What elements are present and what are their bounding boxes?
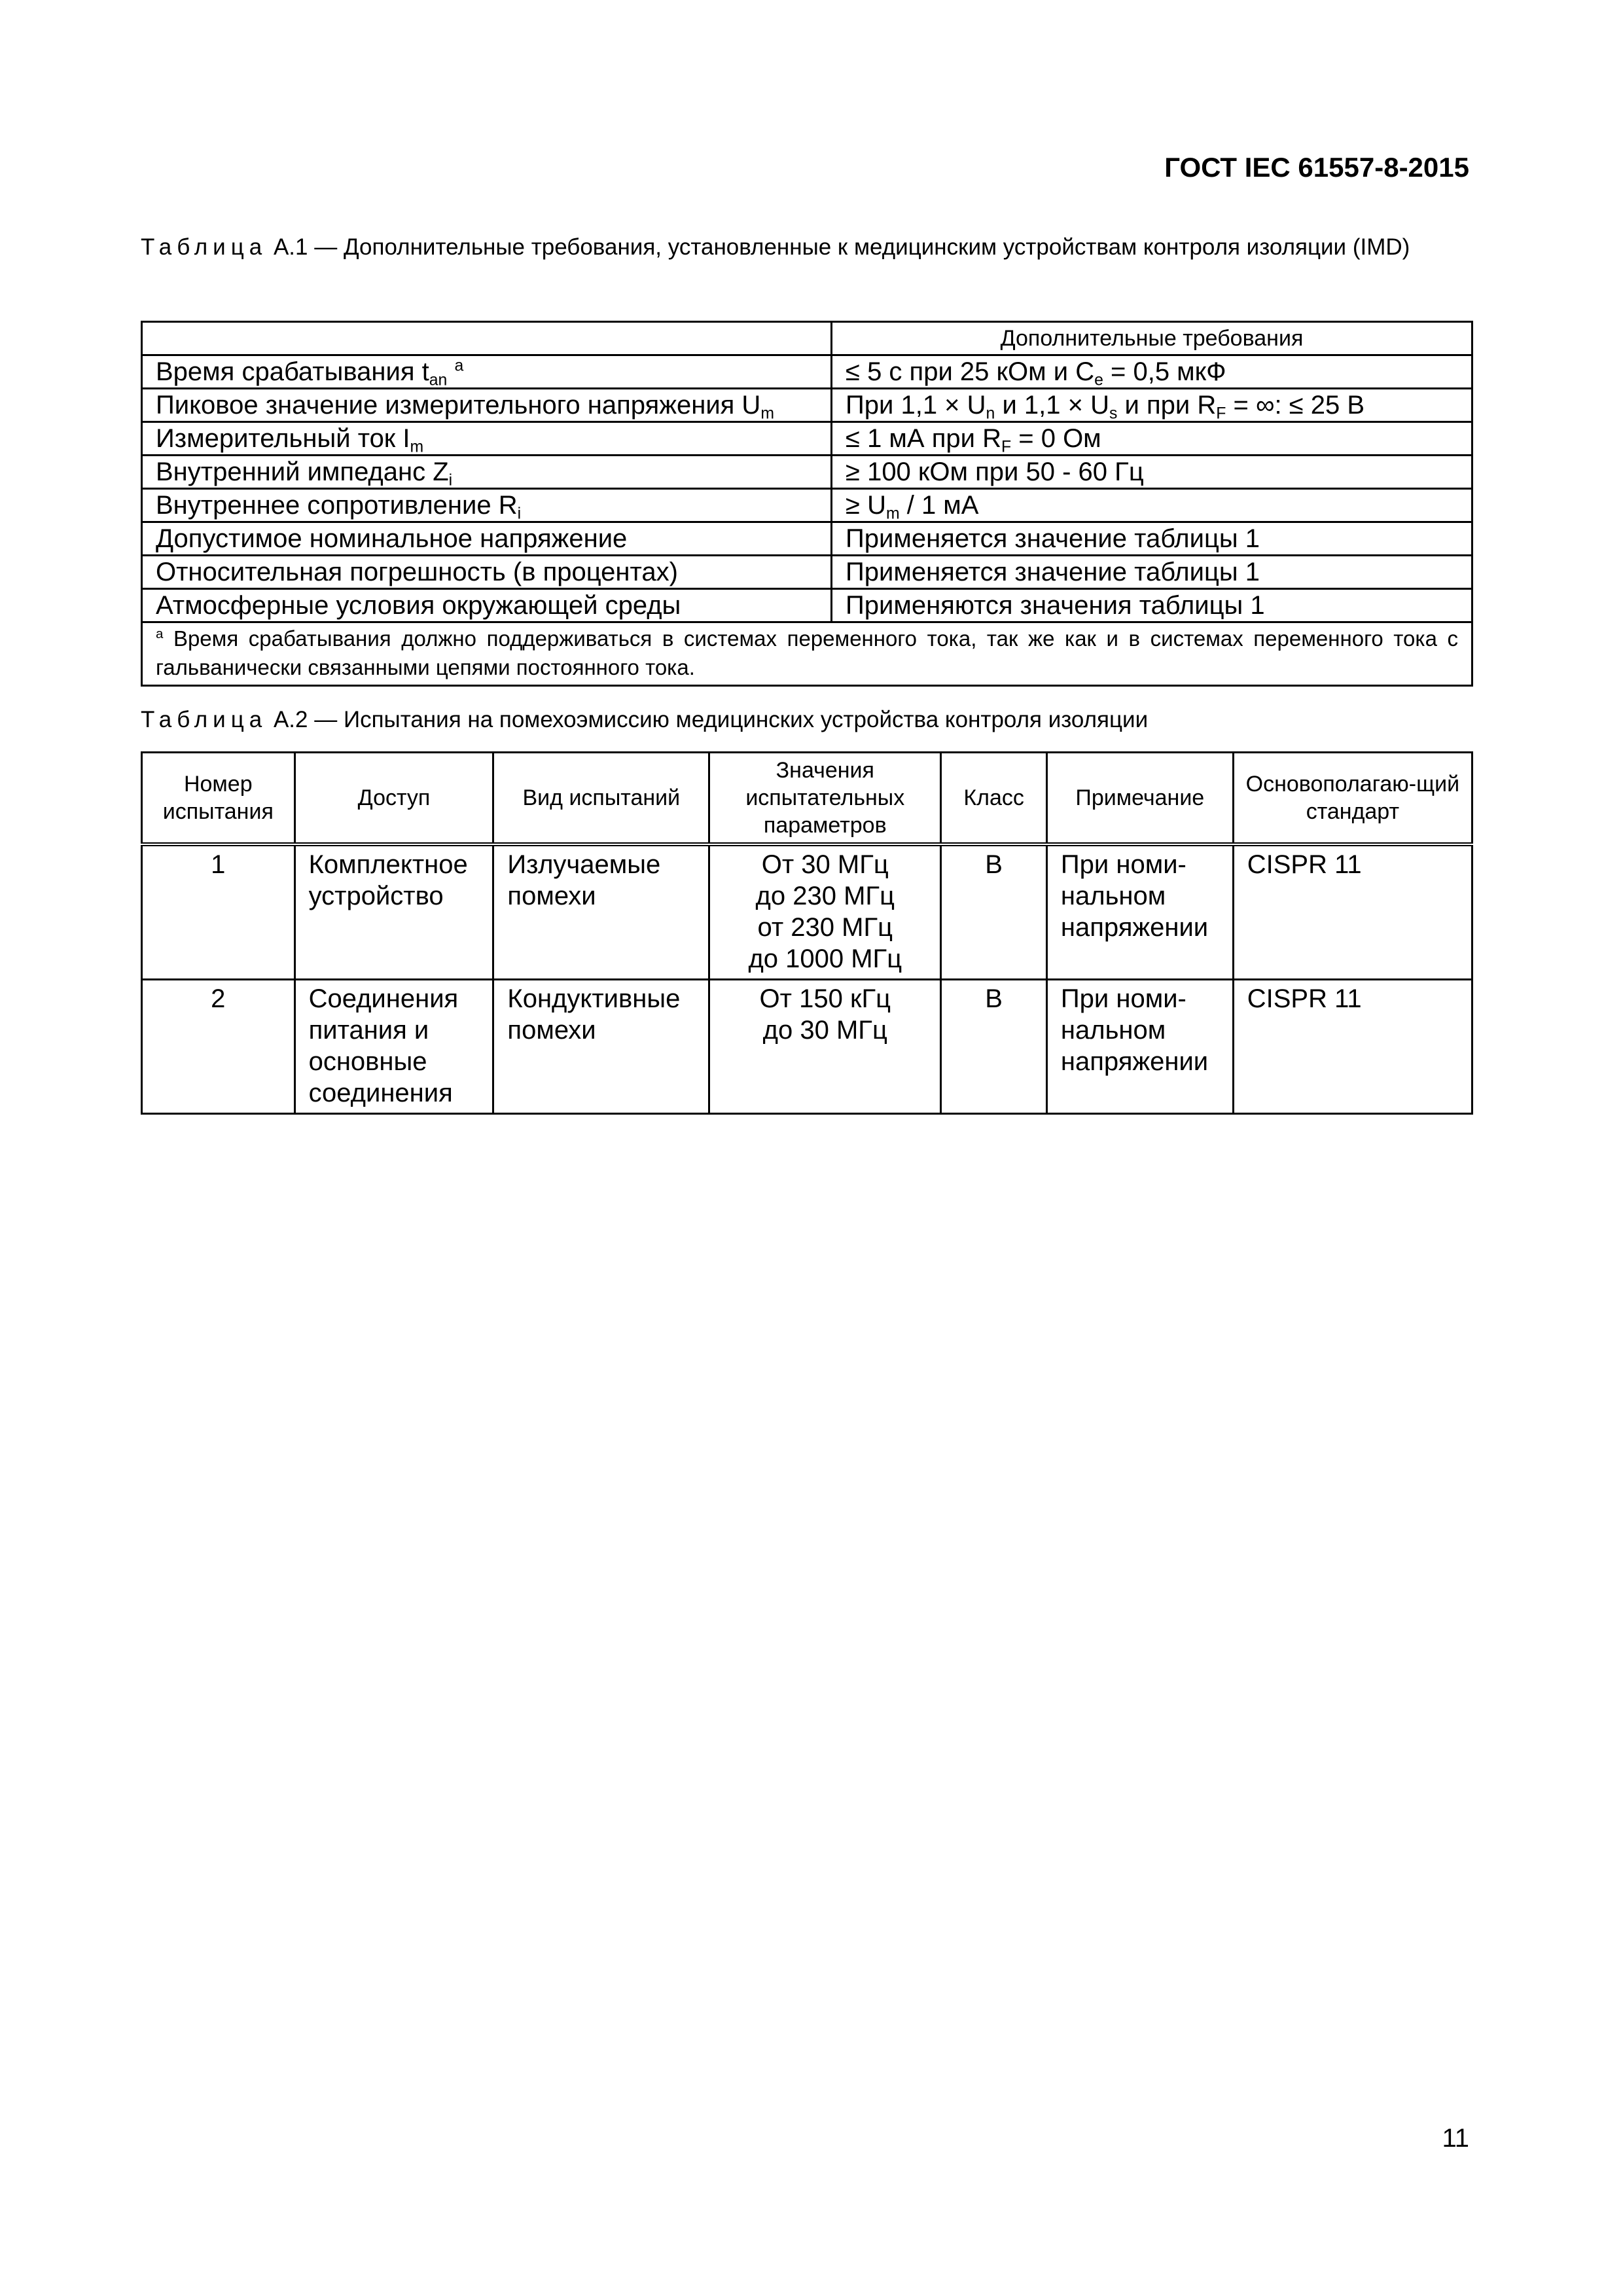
table2-caption-text: А.2 — Испытания на помехоэмиссию медицинских устройства контроля изоляции [267, 707, 1149, 732]
table-a2 [141, 751, 1473, 1115]
table2-cell-values: От 150 кГц до 30 МГц [709, 980, 941, 1114]
table2-cell-note: При номи-нальном напряжении [1046, 844, 1233, 980]
table2-cell-class: В [941, 844, 1047, 980]
table1-value: ≥ 100 кОм при 50 - 60 Гц [832, 456, 1472, 489]
table1-value: ≤ 5 с при 25 кОм и $C_e = 0,5$ мкФ [832, 355, 1472, 389]
table2-header-cell: Номер испытания [142, 753, 295, 845]
table2-cell-number: 2 [142, 980, 295, 1114]
document-header: ГОСТ IEC 61557-8-2015 [1164, 152, 1469, 183]
table1-row [142, 522, 1472, 556]
table1-row [142, 556, 1472, 589]
table2-header-cell: Основополагаю-щий стандарт [1233, 753, 1472, 845]
table2-cell-number: 1 [142, 844, 295, 980]
table1-row [142, 422, 1472, 456]
table1-footnote: $^а$ Время срабатывания должно поддерживаться в системах переменного тока, так же как и в системах переменного тока с гальванически связанными цепями постоянного тока. [142, 622, 1472, 686]
table2-header-row [142, 753, 1472, 845]
table1-param: Допустимое номинальное напряжение [142, 522, 832, 556]
table-a1 [141, 321, 1473, 687]
table1-value: Применяются значения таблицы 1 [832, 589, 1472, 622]
table1-param: Внутреннее сопротивление $R_i$ [142, 489, 832, 522]
table2-cell-type: Излучаемые помехи [493, 844, 709, 980]
table2-header-cell: Доступ [294, 753, 493, 845]
table1-header-cell-requirements: Дополнительные требования [832, 322, 1472, 355]
table1-value: ≤ 1 мА при $R_F = 0$ Ом [832, 422, 1472, 456]
table2-cell-note: При номи-нальном напряжении [1046, 980, 1233, 1114]
table1-value: При $1,1 \times U_n$ и $1,1 \times U_s$ и при $R_F$ = ∞: ≤ 25 В [832, 389, 1472, 422]
table1-param: Время срабатывания $t_{an}$ $^а$ [142, 355, 832, 389]
table2-cell-access: Соединения питания и основные соединения [294, 980, 493, 1114]
table1-header-row [142, 322, 1472, 355]
table1-footnote-row [142, 622, 1472, 686]
table1-caption-text: А.1 — Дополнительные требования, установленные к медицинским устройствам контроля изоляции (IMD) [267, 234, 1410, 260]
table2-header-cell: Значения испытательных параметров [709, 753, 941, 845]
table1-param: Измерительный ток $I_m$ [142, 422, 832, 456]
table1-param: Относительная погрешность (в процентах) [142, 556, 832, 589]
table1-row [142, 456, 1472, 489]
table1-row [142, 389, 1472, 422]
table2-row [142, 980, 1472, 1114]
table2-cell-access: Комплектное устройство [294, 844, 493, 980]
table2-cell-values: От 30 МГц до 230 МГц от 230 МГц до 1000 МГц [709, 844, 941, 980]
table2-cell-standard: CISPR 11 [1233, 980, 1472, 1114]
table1-caption-prefix: Таблица [141, 234, 268, 260]
table2-header-cell: Примечание [1046, 753, 1233, 845]
table2-caption [141, 706, 1472, 734]
table2-caption-prefix: Таблица [141, 707, 268, 732]
table1-param: Пиковое значение измерительного напряжения $U_m$ [142, 389, 832, 422]
table1-value: Применяется значение таблицы 1 [832, 522, 1472, 556]
table1-value: ≥ $U_m / 1$ мА [832, 489, 1472, 522]
table1-row [142, 489, 1472, 522]
table1-header-cell-empty [142, 322, 832, 355]
table2-row [142, 844, 1472, 980]
table2-cell-class: В [941, 980, 1047, 1114]
table2-cell-standard: CISPR 11 [1233, 844, 1472, 980]
table2-header-cell: Вид испытаний [493, 753, 709, 845]
table2-cell-type: Кондуктивные помехи [493, 980, 709, 1114]
table1-row [142, 589, 1472, 622]
table1-value: Применяется значение таблицы 1 [832, 556, 1472, 589]
table1-param: Атмосферные условия окружающей среды [142, 589, 832, 622]
table1-row [142, 355, 1472, 389]
table1-caption [141, 233, 1472, 262]
table1-param: Внутренний импеданс $Z_i$ [142, 456, 832, 489]
page-number: 11 [1442, 2124, 1469, 2153]
table2-header-cell: Класс [941, 753, 1047, 845]
